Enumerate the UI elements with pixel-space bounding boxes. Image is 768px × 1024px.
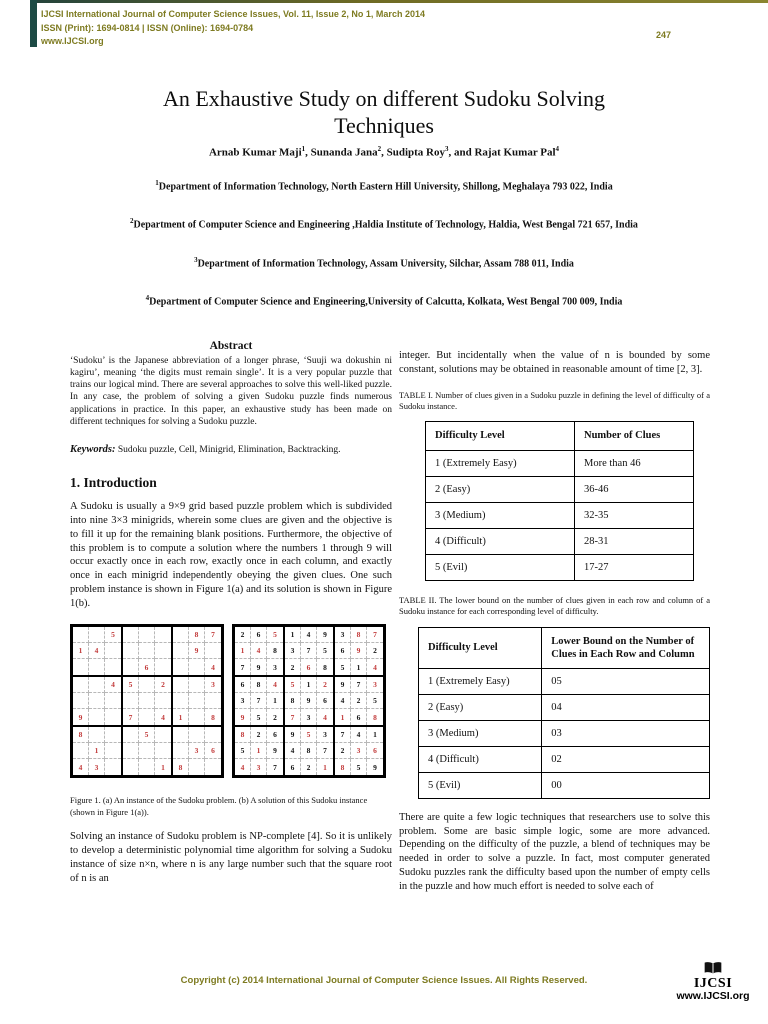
sudoku-cell: 1 [161, 762, 165, 772]
footer-copyright: Copyright (c) 2014 International Journal of Computer Science Issues. All Rights Reserved. [180, 975, 588, 986]
sudoku-cell [189, 693, 205, 709]
sudoku-minigrid [235, 627, 283, 675]
sudoku-cell: 4 [105, 677, 121, 693]
sudoku-cell [155, 693, 171, 709]
sudoku-cell: 5 [317, 643, 333, 659]
sudoku-cell: 8 [251, 677, 267, 693]
table-cell: 2 (Easy) [419, 694, 542, 720]
sudoku-cell: 9 [335, 677, 351, 693]
table2-caption: TABLE II. The lower bound on the number of clues given in each row and column of a Sudoku instance for each corresponding level of difficulty. [399, 594, 710, 617]
figure1 [70, 624, 392, 778]
sudoku-cell: 3 [235, 693, 251, 709]
sudoku-cell: 2 [367, 643, 383, 659]
sudoku-cell: 1 [235, 643, 251, 659]
table-cell: 05 [542, 668, 710, 694]
logo-name: IJCSI [693, 976, 733, 991]
sudoku-minigrid [285, 627, 333, 675]
sudoku-cell: 6 [335, 643, 351, 659]
sudoku-cell [173, 693, 189, 709]
sudoku-cell [123, 627, 139, 643]
sudoku-cell: 4 [161, 712, 165, 722]
intro-paragraph-2: Solving an instance of Sudoku problem is NP-complete [4]. So it is unlikely to develop a deterministic polynomial time algorithm for solving a Sudoku instance of size n×n, where n is any large number such that the square root of n is an [70, 831, 392, 884]
sudoku-cell: 4 [73, 759, 89, 775]
sudoku-cell: 1 [335, 709, 351, 725]
sudoku-cell: 8 [373, 712, 377, 722]
sudoku-cell: 5 [367, 693, 383, 709]
ijcsi-logo [664, 961, 762, 1003]
sudoku-cell: 3 [301, 709, 317, 725]
sudoku-cell [139, 709, 155, 725]
sudoku-cell: 8 [351, 627, 367, 643]
sudoku-cell [205, 727, 221, 743]
sudoku-cell: 1 [73, 643, 89, 659]
sudoku-cell: 9 [251, 659, 267, 675]
sudoku-cell: 5 [235, 743, 251, 759]
table-cell: 4 (Difficult) [419, 746, 542, 772]
keywords-line [70, 443, 392, 456]
journal-header-line2: ISSN (Print): 1694-0814 | ISSN (Online): 1694-0784 [41, 22, 254, 33]
sudoku-cell: 2 [317, 677, 333, 693]
sudoku-cell: 5 [105, 627, 121, 643]
sudoku-cell: 1 [173, 709, 189, 725]
sudoku-minigrid [73, 677, 121, 725]
sudoku-cell: 6 [285, 759, 301, 775]
author-affiliation-ref: 1 [301, 145, 306, 153]
sudoku-cell: 2 [155, 677, 171, 693]
table-header-cell: Number of Clues [575, 422, 694, 450]
affiliation-line: $^1$Department of Information Technology, North Eastern Hill University, Shillong, Meghalaya 793 022, India [155, 179, 613, 193]
sudoku-cell [139, 643, 155, 659]
table-header-row [419, 627, 710, 668]
sudoku-cell: 3 [189, 743, 205, 759]
sudoku-cell: 4 [285, 743, 301, 759]
sudoku-cell: 4 [235, 759, 251, 775]
book-icon [703, 961, 723, 975]
table-cell: 1 (Extremely Easy) [426, 450, 575, 476]
sudoku-cell: 8 [173, 759, 189, 775]
sudoku-cell: 8 [335, 759, 351, 775]
sudoku-cell [139, 627, 155, 643]
affiliations [44, 179, 724, 332]
journal-header-url: www.IJCSI.org [41, 36, 104, 46]
sudoku-cell: 7 [317, 743, 333, 759]
sudoku-cell: 8 [267, 643, 283, 659]
table-row [419, 746, 710, 772]
sudoku-cell: 9 [235, 709, 251, 725]
sudoku-cell: 5 [251, 709, 267, 725]
sudoku-minigrid [123, 727, 171, 775]
sudoku-minigrid [173, 627, 221, 675]
sudoku-cell: 9 [73, 709, 89, 725]
table-cell: 5 (Evil) [419, 772, 542, 798]
sudoku-cell [173, 627, 189, 643]
journal-header [41, 8, 425, 49]
sudoku-cell [139, 693, 155, 709]
sudoku-cell [189, 727, 205, 743]
author-affiliation-ref: 4 [555, 145, 560, 153]
sudoku-cell [89, 659, 105, 675]
sudoku-cell: 8 [189, 627, 205, 643]
intro-paragraph-4: There are quite a few logic techniques that researchers use to solve this problem. Some are basic simple logic, some are more advanced. Depending on the difficulty of the puzzle, a blend of techniques may be needed in order to solve a puzzle. In fact, most computer generated Sudoku puzzles rank the difficulty based upon the number of empty cells in the puzzle and how much effort is needed to solve each of [399, 811, 710, 892]
table1 [425, 421, 694, 580]
sudoku-cell: 1 [285, 627, 301, 643]
section-heading-introduction: 1. Introduction [70, 475, 157, 491]
table-cell: 2 (Easy) [426, 476, 575, 502]
sudoku-cell: 9 [373, 762, 377, 772]
sudoku-cell [73, 659, 89, 675]
sudoku-cell [123, 643, 139, 659]
sudoku-cell [73, 627, 89, 643]
sudoku-cell: 4 [211, 662, 215, 672]
sudoku-cell: 3 [273, 662, 277, 672]
sudoku-cell: 2 [251, 727, 267, 743]
sudoku-minigrid [335, 627, 383, 675]
sudoku-cell: 9 [267, 743, 283, 759]
sudoku-cell: 2 [273, 712, 277, 722]
table-cell: 1 (Extremely Easy) [419, 668, 542, 694]
abstract-text: ‘Sudoku’ is the Japanese abbreviation of a longer phrase, ‘Suuji wa dokushin ni kagiru’, meaning ‘the digits must remain single’. It is a very popular puzzle that trains our logical mind. There are several approaches to solve this well-liked puzzle. In any case, the problem of solving a given Sudoku puzzle finds numerous applications in practice. In this paper, an exhaustive study has been made on different techniques for solving a Sudoku puzzle. [70, 356, 392, 427]
sudoku-cell [155, 727, 171, 743]
sudoku-cell [155, 659, 171, 675]
sudoku-cell: 3 [351, 743, 367, 759]
sudoku-cell: 1 [323, 762, 327, 772]
sudoku-cell: 4 [373, 662, 377, 672]
intro-paragraph-3: integer. But incidentally when the value of n is bounded by some constant, solutions may be obtained in reasonable amount of time [2, 3]. [399, 350, 710, 375]
abstract-heading: Abstract [209, 340, 253, 352]
sudoku-cell [123, 727, 139, 743]
sudoku-cell: 1 [301, 677, 317, 693]
table-cell: 02 [542, 746, 710, 772]
sudoku-cell: 8 [285, 693, 301, 709]
sudoku-cell [205, 643, 221, 659]
keywords-label: Keywords: [70, 443, 116, 455]
author-affiliation-ref: 3 [444, 145, 449, 153]
sudoku-cell: 3 [335, 627, 351, 643]
table-row [419, 720, 710, 746]
sudoku-cell: 5 [139, 727, 155, 743]
sudoku-minigrid [73, 627, 121, 675]
affiliation-line: $^3$Department of Information Technology, Assam University, Silchar, Assam 788 011, India [194, 255, 574, 269]
table-cell: 3 (Medium) [426, 502, 575, 528]
sudoku-minigrid [335, 677, 383, 725]
sudoku-cell [189, 759, 205, 775]
sudoku-minigrid [235, 727, 283, 775]
intro-paragraph-1: A Sudoku is usually a 9×9 grid based puzzle problem which is subdivided into nine 3×3 minigrids, wherein some clues are given and the objective is to fill it up for the remaining blank positions. Furthermore, the objective of this problem is to compute a solution where the numbers 1 through 9 will occur exactly once in each row, exactly once in each column, and exactly once in each minigrid independently obeying the given clues. One such problem instance is shown in Figure 1(a) and its solution is shown in Figure 1(b). [70, 501, 392, 609]
table-row [419, 772, 710, 798]
sudoku-cell: 6 [251, 627, 267, 643]
table-cell: 17-27 [575, 554, 694, 580]
sudoku-cell: 8 [211, 712, 215, 722]
sudoku-cell [105, 759, 121, 775]
table-row [426, 554, 694, 580]
sudoku-cell [89, 709, 105, 725]
sudoku-cell [205, 759, 221, 775]
scan-edge-mark [30, 0, 768, 3]
sudoku-cell: 9 [301, 693, 317, 709]
table-cell: 03 [542, 720, 710, 746]
sudoku-cell [105, 743, 121, 759]
sudoku-cell: 1 [89, 743, 105, 759]
paper-title: An Exhaustive Study on different Sudoku Solving Techniques [162, 86, 606, 138]
sudoku-cell [105, 709, 121, 725]
sudoku-cell [139, 743, 155, 759]
figure1-caption: Figure 1. (a) An instance of the Sudoku problem. (b) A solution of this Sudoku instance (shown in Figure 1(a)). [70, 795, 368, 817]
sudoku-cell [123, 759, 139, 775]
logo-url: www.IJCSI.org [676, 990, 750, 1003]
author-line: Arnab Kumar Maji$^1$, Sunanda Jana$^2$, Sudipta Roy$^3$, and Rajat Kumar Pal$^4$ [208, 145, 560, 159]
sudoku-cell: 5 [267, 627, 283, 643]
table-row [426, 502, 694, 528]
sudoku-cell: 8 [73, 727, 89, 743]
sudoku-cell [73, 743, 89, 759]
sudoku-cell: 8 [235, 727, 251, 743]
sudoku-cell: 5 [285, 677, 301, 693]
table-row [426, 528, 694, 554]
sudoku-cell: 2 [335, 743, 351, 759]
sudoku-cell [173, 743, 189, 759]
sudoku-cell [89, 693, 105, 709]
table-cell: 3 (Medium) [419, 720, 542, 746]
table-cell: 28-31 [575, 528, 694, 554]
table-cell: 00 [542, 772, 710, 798]
sudoku-cell [89, 727, 105, 743]
sudoku-cell: 4 [351, 727, 367, 743]
page-number: 247 [656, 30, 672, 40]
left-column [70, 340, 392, 885]
sudoku-cell [155, 627, 171, 643]
sudoku-cell [139, 677, 155, 693]
sudoku-cell [189, 677, 205, 693]
sudoku-cell: 6 [351, 709, 367, 725]
affiliation-line: $^2$Department of Computer Science and Engineering ,Haldia Institute of Technology, Haldia, West Bengal 721 657, India [130, 217, 638, 231]
sudoku-cell: 4 [335, 693, 351, 709]
sudoku-cell: 7 [205, 627, 221, 643]
sudoku-cell [105, 659, 121, 675]
sudoku-cell: 6 [317, 693, 333, 709]
sudoku-cell: 9 [189, 643, 205, 659]
sudoku-cell [73, 693, 89, 709]
sudoku-cell [89, 627, 105, 643]
right-column [399, 349, 710, 893]
sudoku-cell: 3 [317, 727, 333, 743]
table-row [419, 668, 710, 694]
sudoku-cell: 2 [301, 759, 317, 775]
sudoku-cell: 6 [139, 659, 155, 675]
sudoku-cell [89, 677, 105, 693]
table-header-cell: Difficulty Level [419, 627, 542, 668]
table-cell: 5 (Evil) [426, 554, 575, 580]
sudoku-cell [189, 659, 205, 675]
sudoku-cell: 6 [267, 727, 283, 743]
sudoku-cell: 1 [351, 659, 367, 675]
scan-corner-mark [30, 0, 37, 47]
sudoku-cell: 7 [235, 659, 251, 675]
sudoku-minigrid [173, 727, 221, 775]
sudoku-cell: 1 [367, 727, 383, 743]
sudoku-cell: 4 [323, 712, 327, 722]
sudoku-cell: 5 [123, 677, 139, 693]
sudoku-cell [173, 643, 189, 659]
sudoku-cell: 4 [301, 627, 317, 643]
sudoku-cell: 7 [367, 627, 383, 643]
table-header-row [426, 422, 694, 450]
table-cell: 36-46 [575, 476, 694, 502]
sudoku-cell: 5 [301, 727, 317, 743]
sudoku-cell [123, 743, 139, 759]
sudoku-cell [155, 643, 171, 659]
sudoku-cell: 4 [89, 643, 105, 659]
table2 [418, 627, 710, 799]
sudoku-cell [173, 659, 189, 675]
sudoku-cell [189, 709, 205, 725]
sudoku-minigrid [173, 677, 221, 725]
table-cell: 4 (Difficult) [426, 528, 575, 554]
sudoku-cell [205, 693, 221, 709]
sudoku-cell [105, 693, 121, 709]
sudoku-cell: 8 [323, 662, 327, 672]
sudoku-cell: 5 [335, 659, 351, 675]
sudoku-cell: 6 [235, 677, 251, 693]
sudoku-minigrid [285, 727, 333, 775]
table-cell: 32-35 [575, 502, 694, 528]
sudoku-cell: 7 [301, 643, 317, 659]
author-affiliation-ref: 2 [377, 145, 382, 153]
sudoku-cell: 3 [285, 643, 301, 659]
sudoku-minigrid [73, 727, 121, 775]
sudoku-cell: 7 [285, 709, 301, 725]
sudoku-cell: 2 [235, 627, 251, 643]
table-cell: More than 46 [575, 450, 694, 476]
sudoku-cell: 9 [285, 727, 301, 743]
sudoku-cell: 3 [89, 759, 105, 775]
sudoku-minigrid [123, 677, 171, 725]
sudoku-cell: 9 [317, 627, 333, 643]
table-header-cell: Lower Bound on the Number of Clues in Each Row and Column [542, 627, 710, 668]
journal-header-line1: IJCSI International Journal of Computer Science Issues, Vol. 11, Issue 2, No 1, March 2014 [41, 9, 425, 19]
sudoku-problem-grid [70, 624, 224, 778]
sudoku-cell: 1 [267, 693, 283, 709]
sudoku-cell: 6 [367, 743, 383, 759]
sudoku-minigrid [123, 627, 171, 675]
sudoku-cell: 3 [367, 677, 383, 693]
sudoku-cell [73, 677, 89, 693]
sudoku-minigrid [335, 727, 383, 775]
sudoku-cell [173, 677, 189, 693]
keywords-text: Sudoku puzzle, Cell, Minigrid, Elimination, Backtracking. [117, 444, 341, 455]
sudoku-cell: 3 [205, 677, 221, 693]
sudoku-solution-grid [232, 624, 386, 778]
sudoku-cell: 2 [285, 659, 301, 675]
sudoku-cell: 1 [251, 743, 267, 759]
sudoku-cell: 4 [267, 677, 283, 693]
sudoku-cell: 7 [123, 709, 139, 725]
table1-caption: TABLE I. Number of clues given in a Sudoku puzzle in defining the level of difficulty of a Sudoku instance. [399, 389, 710, 411]
sudoku-cell: 7 [335, 727, 351, 743]
sudoku-cell [155, 743, 171, 759]
sudoku-cell: 9 [351, 643, 367, 659]
sudoku-cell [123, 693, 139, 709]
sudoku-cell [123, 659, 139, 675]
sudoku-cell: 4 [251, 643, 267, 659]
table-row [426, 476, 694, 502]
sudoku-cell: 6 [301, 659, 317, 675]
sudoku-cell [105, 643, 121, 659]
sudoku-cell: 2 [351, 693, 367, 709]
table-row [419, 694, 710, 720]
sudoku-cell: 8 [301, 743, 317, 759]
sudoku-minigrid [235, 677, 283, 725]
sudoku-cell: 7 [351, 677, 367, 693]
sudoku-cell: 3 [251, 759, 267, 775]
table-header-cell: Difficulty Level [426, 422, 575, 450]
sudoku-cell: 7 [251, 693, 267, 709]
sudoku-cell: 5 [351, 759, 367, 775]
sudoku-minigrid [285, 677, 333, 725]
table-row [426, 450, 694, 476]
table-cell: 04 [542, 694, 710, 720]
affiliation-line: $^4$Department of Computer Science and Engineering,University of Calcutta, Kolkata, West Bengal 700 009, India [145, 293, 623, 308]
sudoku-cell [173, 727, 189, 743]
sudoku-cell: 7 [273, 762, 277, 772]
sudoku-cell [105, 727, 121, 743]
sudoku-cell: 6 [205, 743, 221, 759]
sudoku-cell [139, 759, 155, 775]
